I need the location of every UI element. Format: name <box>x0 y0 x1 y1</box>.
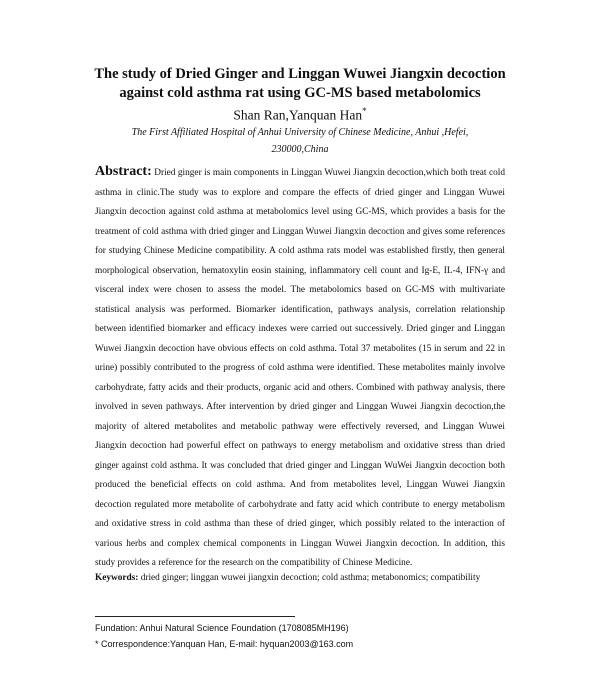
author-names: Shan Ran,Yanquan Han <box>233 107 363 123</box>
abstract-text: Dried ginger is main components in Linggan Wuwei Jiangxin decoction,which both treat cold asthma in clinic.The study was to explore and compare the effects of dried ginger and Linggan Wuwei Jiangxin decoction against cold asthma at metabolomics level using GC-MS, which provides a basis for the treatment of cold asthma with dried ginger and Linggan Wuwei Jiangxin decoction and gives some references for studying Chinese Medicine compatibility. A cold asthma rats model was established firstly, then general morphological observation, hematoxylin eosin staining, inflammatory cell count and Ig-E, IL-4, IFN-γ and visceral index were chosen to assess the model. The metabolomics based on GC-MS with multivariate statistical analysis was performed. Biomarker identification, pathways analysis, correlation relationship between identified biomarker and efficacy indexes were carried out successively. Dried ginger and Linggan Wuwei Jiangxin decoction have obvious effects on cold asthma. Total 37 metabolites (15 in serum and 22 in urine) possibly contributed to the progress of cold asthma were identified. These metabolites mainly involve carbohydrate, fatty acids and their products, organic acid and others. Combined with pathway analysis, there involved in seven pathways. After intervention by dried ginger and Linggan Wuwei Jiangxin decoction,the majority of altered metabolites and metabolic pathway were effectively reversed, and Linggan Wuwei Jiangxin decoction had powerful effect on pathways to energy metabolism and oxidative stress than dried ginger against cold asthma. It was concluded that dried ginger and Linggan WuWei Jiangxin decoction both produced the beneficial effects on cold asthma. And from metabolites level, Linggan Wuwei Jiangxin decoction regulated more metabolite of carbohydrate and fatty acid which contribute to energy metabolism and oxidative stress in cold asthma than these of dried ginger, which possibly related to the interaction of various herbs and complex chemical components in Linggan Wuwei Jiangxin decoction. In addition, this study provides a reference for the research on the compatibility of Chinese Medicine. <box>95 168 505 568</box>
paper-title-line-1: The study of Dried Ginger and Linggan Wuwei Jiangxin decoction <box>94 66 506 82</box>
keywords-label: Keywords: <box>95 573 139 583</box>
correspondence-footnote: * Correspondence:Yanquan Han, E-mail: hyquan2003@163.com <box>95 639 354 649</box>
keywords-text: dried ginger; linggan wuwei jiangxin decoction; cold asthma; metabonomics; compatibility <box>138 573 481 583</box>
author-list <box>60 101 540 126</box>
footnote-divider <box>95 616 295 617</box>
affiliation-line-1: The First Affiliated Hospital of Anhui University of Chinese Medicine, Anhui ,Hefei, <box>131 127 469 138</box>
abstract-label: Abstract: <box>95 164 152 179</box>
corresponding-author-marker: * <box>362 106 367 116</box>
keywords-paragraph <box>95 569 505 589</box>
abstract-paragraph <box>95 162 505 574</box>
funding-footnote: Fundation: Anhui Natural Science Foundation (1708085MH196) <box>95 623 349 633</box>
paper-title-line-2: against cold asthma rat using GC-MS based metabolomics <box>119 85 481 101</box>
affiliation-line-2: 230000,China <box>271 144 329 155</box>
